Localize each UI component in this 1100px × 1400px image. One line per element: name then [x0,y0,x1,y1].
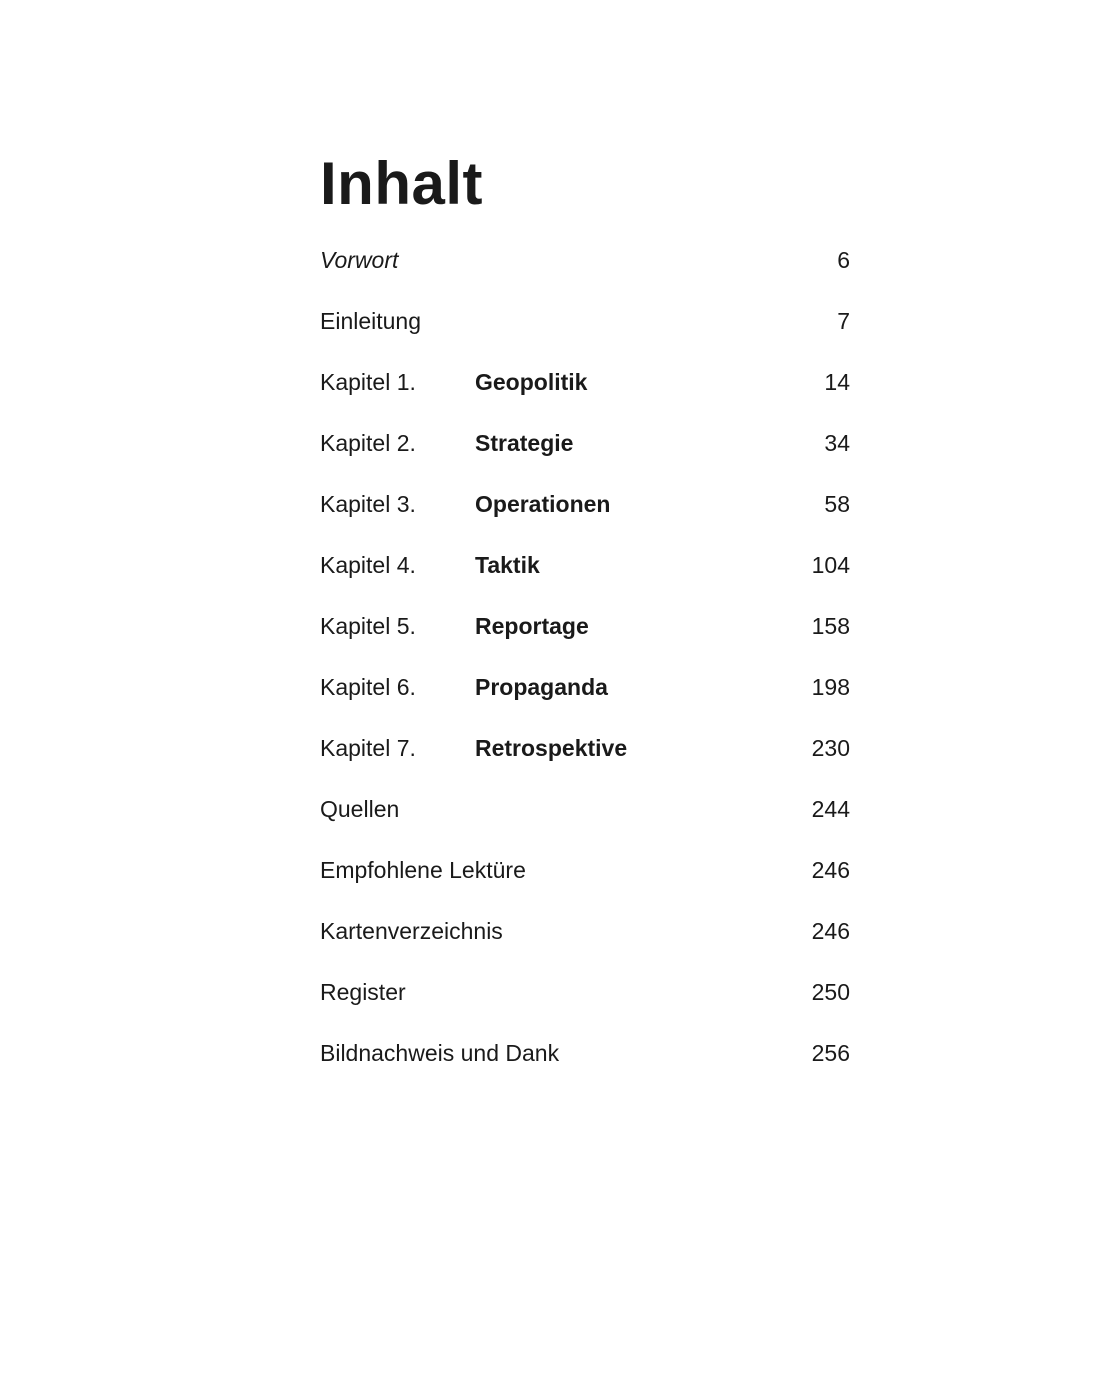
toc-entry-page: 6 [837,247,850,273]
toc-entry-register [320,962,850,1023]
toc-entry-page: 230 [811,735,850,761]
chapter-title: Retrospektive [475,735,628,761]
toc-entry-page: 14 [824,369,850,395]
toc-entry-page: 250 [811,979,850,1005]
toc-entry-chapter-7 [320,718,850,779]
toc-entry-label: Vorwort [320,247,399,273]
chapter-number: Kapitel 1. [320,369,416,395]
toc-entry-kartenverzeichnis [320,901,850,962]
toc-entry-page: 246 [811,918,850,944]
chapter-number: Kapitel 2. [320,430,416,456]
toc-entry-page: 246 [811,857,850,883]
toc-entry-page: 256 [811,1040,850,1066]
chapter-title: Operationen [475,491,611,517]
toc-entry-page: 7 [837,308,850,334]
toc-entry-page: 158 [811,613,850,639]
chapter-number: Kapitel 4. [320,552,416,578]
toc-entry-quellen [320,779,850,840]
toc-entry-bildnachweis-und-dank [320,1023,850,1084]
chapter-title: Strategie [475,430,574,456]
toc-entry-vorwort [320,230,850,291]
toc-entry-label: Register [320,979,406,1005]
toc-entry-page: 34 [824,430,850,456]
toc-entry-page: 198 [811,674,850,700]
chapter-number: Kapitel 6. [320,674,416,700]
chapter-number: Kapitel 3. [320,491,416,517]
toc-entry-chapter-6 [320,657,850,718]
toc-entry-label: Quellen [320,796,400,822]
toc-entry-empfohlene-lektuere [320,840,850,901]
toc-entry-page: 104 [811,552,850,578]
toc-entry-page: 58 [824,491,850,517]
toc-list [320,230,850,1084]
chapter-title: Taktik [475,552,540,578]
toc-entry-chapter-1 [320,352,850,413]
toc-entry-label: Empfohlene Lektüre [320,857,526,883]
toc-entry-chapter-4 [320,535,850,596]
toc-entry-label: Bildnachweis und Dank [320,1040,560,1066]
chapter-title: Propaganda [475,674,608,700]
toc-entry-label: Kartenverzeichnis [320,918,503,944]
toc-entry-page: 244 [811,796,850,822]
toc-entry-einleitung [320,291,850,352]
chapter-title: Geopolitik [475,369,588,395]
page-title: Inhalt [320,150,483,217]
toc-entry-chapter-3 [320,474,850,535]
chapter-title: Reportage [475,613,589,639]
toc-entry-label: Einleitung [320,308,422,334]
toc-entry-chapter-2 [320,413,850,474]
toc-entry-chapter-5 [320,596,850,657]
chapter-number: Kapitel 7. [320,735,416,761]
chapter-number: Kapitel 5. [320,613,416,639]
